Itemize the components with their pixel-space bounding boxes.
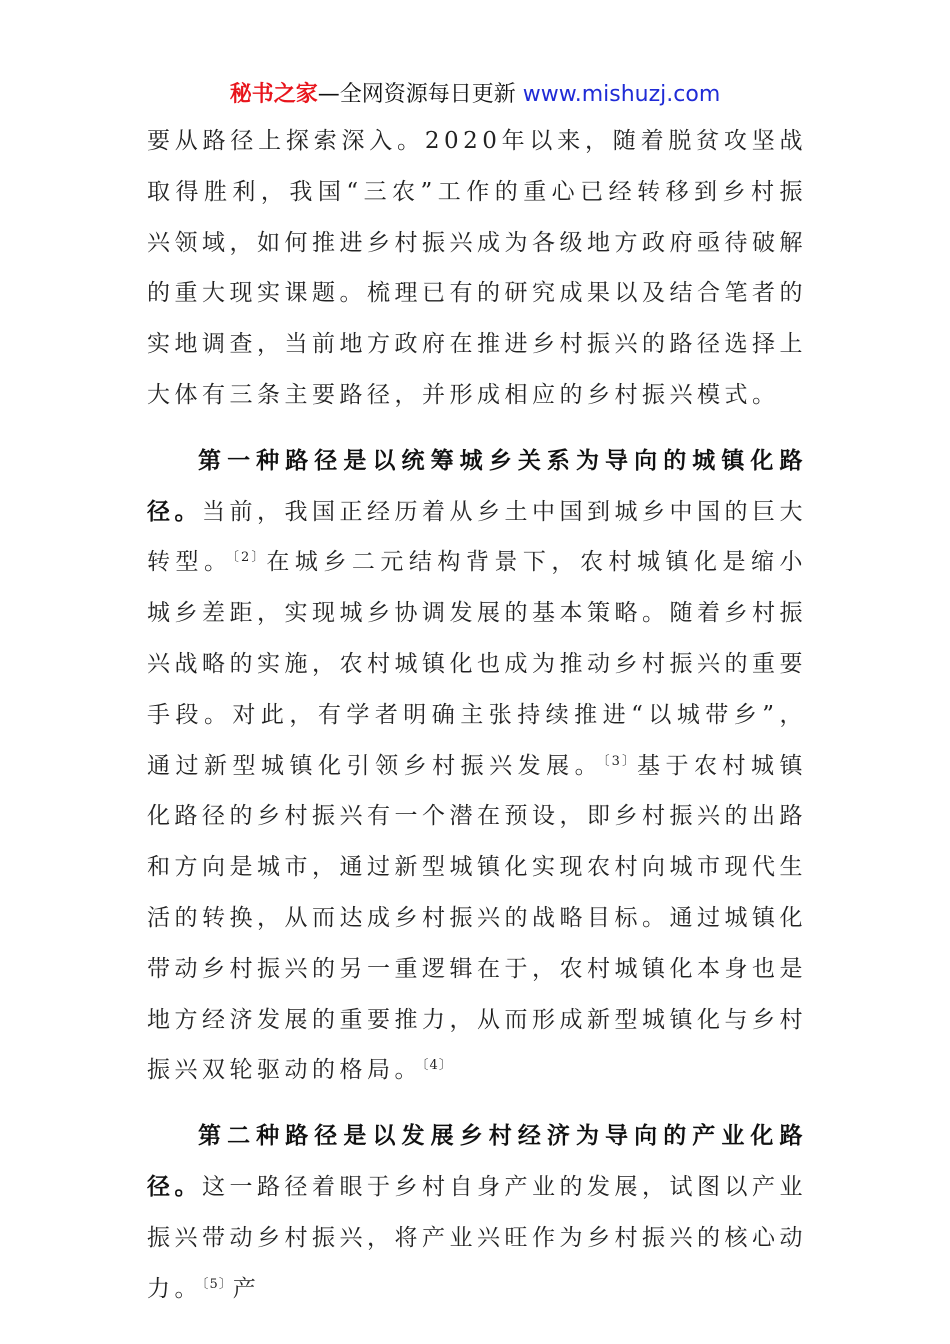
paragraph-lead-heading: 第一种路径是以统筹城乡关系为导向的城镇化路径。 xyxy=(147,446,807,525)
footnote-ref-4[interactable]: 〔4〕 xyxy=(422,1058,453,1074)
paragraph-text: 这一路径着眼于乡村自身产业的发展，试图以产业振兴带动乡村振兴，将产业兴旺作为乡村振兴的核心动力。 xyxy=(147,1173,807,1302)
header-tagline: —全网资源每日更新 xyxy=(317,82,516,107)
paragraph-lead-heading: 第二种路径是以发展乡村经济为导向的产业化路径。 xyxy=(147,1122,807,1200)
paragraph-text: 产 xyxy=(232,1275,261,1302)
paragraph-intro xyxy=(147,116,807,421)
footnote-ref-2[interactable]: 〔2〕 xyxy=(232,550,267,566)
header-url-link[interactable]: www.mishuzj.com xyxy=(522,82,721,107)
paragraph-text: 基于农村城镇化路径的乡村振兴有一个潜在预设，即乡村振兴的出路和方向是城市，通过新型城镇化实现农村向城市现代生活的转换，从而达成乡村振兴的战略目标。通过城镇化带动乡村振兴的另一重逻辑在于，农村城镇化本身也是地方经济发展的重要推力，从而形成新型城镇化与乡村振兴双轮驱动的格局。 xyxy=(147,752,808,1084)
brand-name: 秘书之家 xyxy=(229,82,318,107)
document-body xyxy=(147,116,807,1314)
footnote-ref-5[interactable]: 〔5〕 xyxy=(202,1276,233,1292)
paragraph-text: 在城乡二元结构背景下，农村城镇化是缩小城乡差距，实现城乡协调发展的基本策略。随着乡村振兴战略的实施，农村城镇化也成为推动乡村振兴的重要手段。对此，有学者明确主张持续推进“以城带乡”，通过新型城镇化引领乡村振兴发展。 xyxy=(147,549,808,779)
paragraph-urbanization-path xyxy=(147,436,807,1096)
footnote-ref-3[interactable]: 〔3〕 xyxy=(603,753,637,769)
paragraph-industrialization-path xyxy=(147,1111,807,1314)
paragraph-text: 当前，我国正经历着从乡土中国到城乡中国的巨大转型。 xyxy=(147,498,807,576)
page-header xyxy=(0,78,950,112)
paragraph-text: 要从路径上探索深入。2020年以来，随着脱贫攻坚战取得胜利，我国“三农”工作的重心已经转移到乡村振兴领域，如何推进乡村振兴成为各级地方政府亟待破解的重大现实课题。梳理已有的研究成果以及结合笔者的实地调查，当前地方政府在推进乡村振兴的路径选择上大体有三条主要路径，并形成相应的乡村振兴模式。 xyxy=(147,128,807,408)
